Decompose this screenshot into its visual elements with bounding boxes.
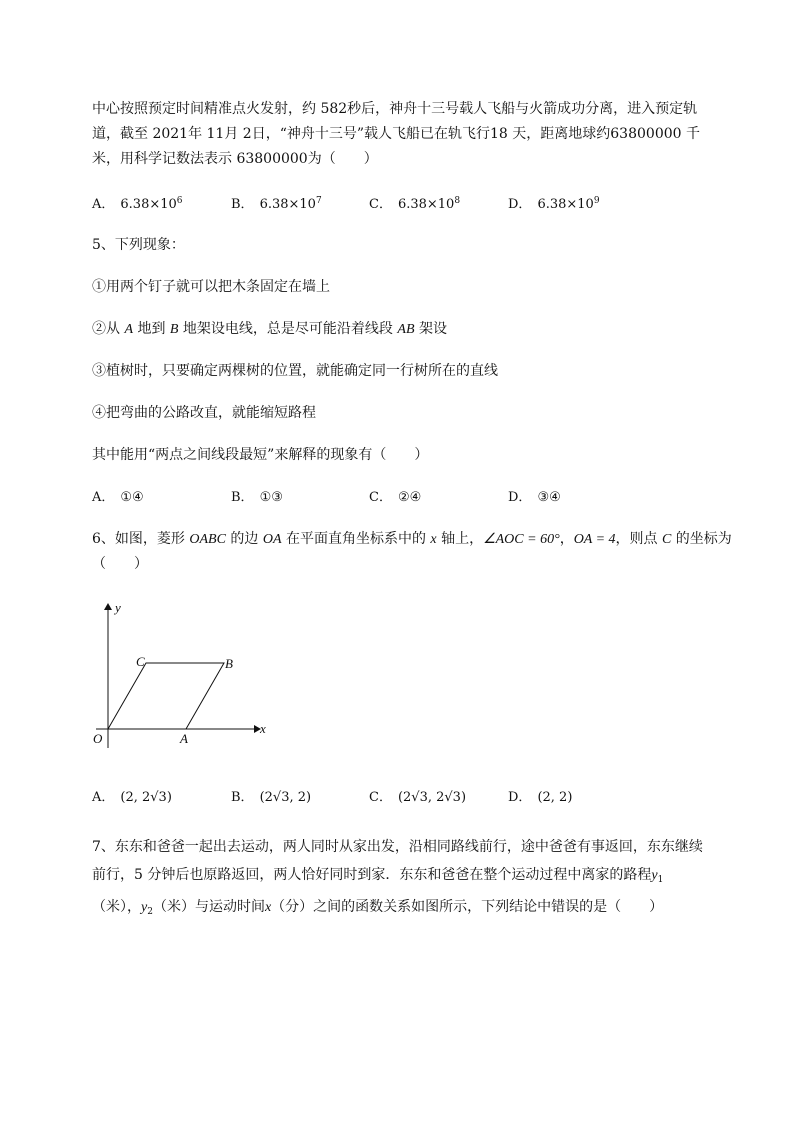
q5-stem: 5、下列现象：: [92, 237, 185, 253]
q7-line-3: （米），$y_2$（米）与运动时间x（分）之间的函数关系如图所示，下列结论中错误的是（ ）: [92, 899, 664, 917]
q6-option-b[interactable]: B． (2√3, 2): [231, 790, 312, 805]
x-axis-label: x: [260, 721, 266, 736]
q5-option-c[interactable]: C． ②④: [369, 490, 422, 505]
point-c-label: C: [136, 654, 145, 669]
q4-option-a[interactable]: A． $6.38\times 10^6$: [92, 196, 183, 212]
q5-option-a[interactable]: A． ①④: [92, 490, 144, 505]
q5-item-4: ④把弯曲的公路改直，就能缩短路程: [92, 405, 316, 421]
rhombus-oabc: [108, 663, 224, 729]
point-b-label: B: [225, 656, 233, 671]
q6-option-c[interactable]: C． (2√3, 2√3): [369, 790, 467, 805]
y-axis-label: y: [115, 600, 121, 615]
point-o-label: O: [93, 731, 103, 746]
q6-option-d[interactable]: D． (2, 2): [508, 790, 573, 805]
point-a-label: A: [180, 731, 188, 746]
q4-option-d[interactable]: D． $6.38\times 10^9$: [508, 196, 600, 212]
rhombus-figure: [88, 598, 278, 758]
q5-option-b[interactable]: B． ①③: [231, 490, 283, 505]
q5-item-2: ②从 A 地到 B 地架设电线，总是尽可能沿着线段 AB 架设: [92, 321, 447, 337]
q5-question: 其中能用“两点之间线段最短”来解释的现象有（ ）: [92, 447, 429, 463]
q7-line-2: 前行，5 分钟后也原路返回，两人恰好同时到家．东东和爸爸在整个运动过程中离家的路程$y_1$: [92, 867, 664, 885]
q6-option-a[interactable]: A． (2, 2√3): [92, 790, 172, 805]
q5-item-3: ③植树时，只要确定两棵树的位置，就能确定同一行树所在的直线: [92, 363, 498, 379]
q4-line-1: 中心按照预定时间精准点火发射，约 582秒后，神舟十三号载人飞船与火箭成功分离，进入预定轨: [92, 101, 698, 117]
q7-line-1: 7、东东和爸爸一起出去运动，两人同时从家出发，沿相同路线前行，途中爸爸有事返回，东东继续: [92, 839, 703, 855]
q4-line-2: 道，截至 2021年 11月 2日，“神舟十三号”载人飞船已在轨飞行18 天，距离地球约63800000 千: [92, 126, 700, 142]
q5-item-1: ①用两个钉子就可以把木条固定在墙上: [92, 279, 330, 295]
q4-option-b[interactable]: B． $6.38\times 10^7$: [231, 196, 322, 212]
q4-line-3: 米，用科学记数法表示 63800000为（ ）: [92, 151, 378, 167]
q6-stem-line-1: 6、如图，菱形 OABC 的边 OA 在平面直角坐标系中的 x 轴上，∠AOC = 60°，OA = 4，则点 C 的坐标为: [92, 531, 732, 547]
q6-stem-line-2: （ ）: [92, 556, 148, 572]
q5-option-d[interactable]: D． ③④: [508, 490, 561, 505]
q4-option-c[interactable]: C． $6.38\times 10^8$: [369, 196, 461, 212]
